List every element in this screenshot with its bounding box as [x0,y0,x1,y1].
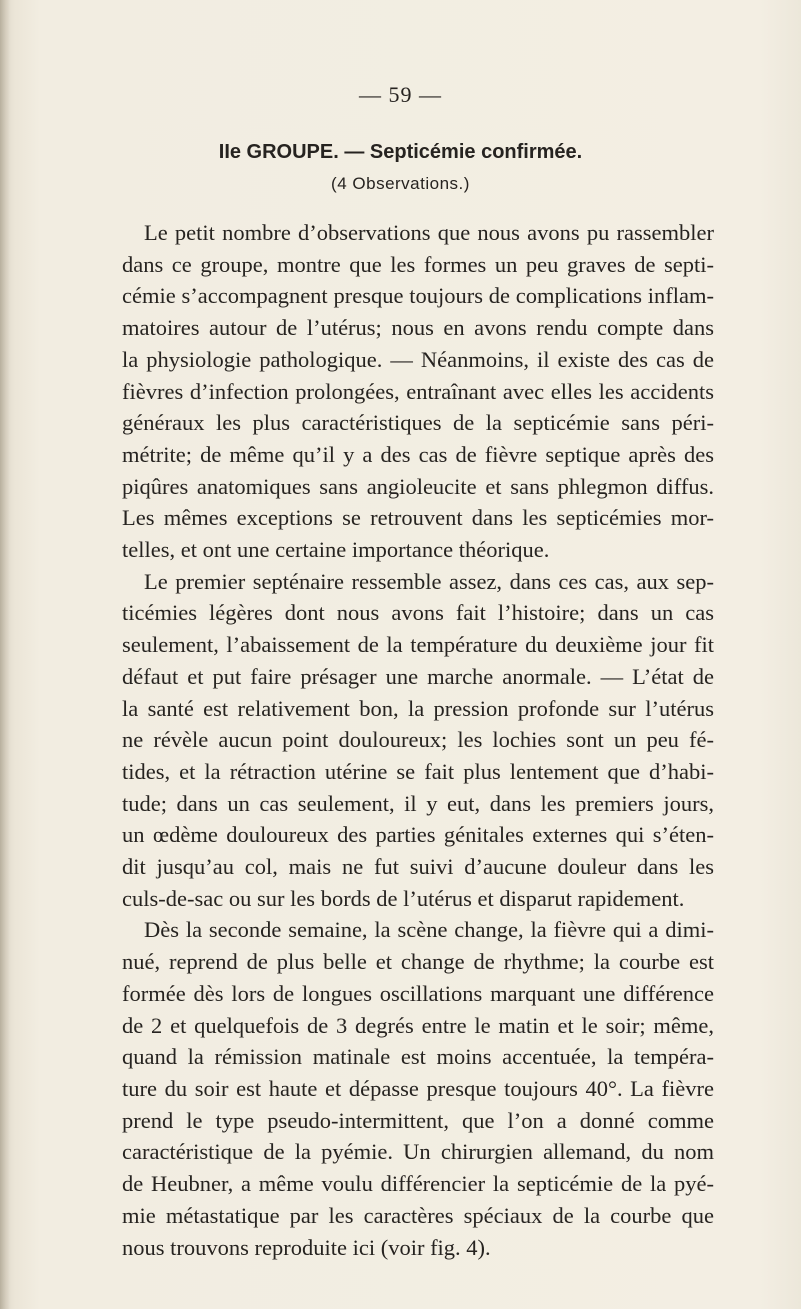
paragraph [122,217,714,566]
text-line: tude; dans un cas seulement, il y eut, dans les premiers jours, [122,790,714,816]
text-line: nué, reprend de plus belle et change de rhythme; la courbe est [122,949,714,975]
text-line: défaut et put faire présager une marche anormale. — L’état de [122,663,714,689]
text-line: formée dès lors de longues oscillations marquant une différence [122,980,714,1006]
text-line: ticémies légères dont nous avons fait l’histoire; dans un cas [122,600,714,626]
text-line: la santé est relativement bon, la pression profonde sur l’utérus [122,695,714,721]
text-line: caractéristique de la pyémie. Un chirurgien allemand, du nom [122,1139,714,1165]
text-line: fièvres d’infection prolongées, entraînant avec elles les accidents [122,378,714,404]
text-line: Les mêmes exceptions se retrouvent dans les septicémies mor- [122,505,714,531]
text-line: Dès la seconde semaine, la scène change, la fièvre qui a dimi- [144,917,714,943]
section-subheading: (4 Observations.) [331,174,470,193]
text-line: de Heubner, a même voulu différencier la septicémie de la pyé- [122,1171,714,1197]
text-line: piqûres anatomiques sans angioleucite et sans phlegmon diffus. [122,473,714,499]
page-number: — 59 — [359,82,442,107]
text-line: seulement, l’abaissement de la température du deuxième jour fit [122,632,714,658]
text-line: nous trouvons reproduite ici (voir fig. 4). [122,1234,491,1260]
page-binding-shadow [0,0,10,1309]
text-line: Le premier septénaire ressemble assez, dans ces cas, aux sep- [144,568,714,594]
text-line: matoires autour de l’utérus; nous en avons rendu compte dans [122,315,714,341]
text-line: la physiologie pathologique. — Néanmoins, il existe des cas de [122,346,714,372]
body-text [122,217,714,1263]
text-line: ne révèle aucun point douloureux; les lochies sont un peu fé- [122,727,714,753]
text-line: quand la rémission matinale est moins accentuée, la tempéra- [122,1044,714,1070]
paragraph [122,566,714,915]
text-line: dit jusqu’au col, mais ne fut suivi d’aucune douleur dans les [122,854,714,880]
text-line: culs-de-sac ou sur les bords de l’utérus et disparut rapidement. [122,885,685,911]
paragraph [122,914,714,1263]
text-line: un œdème douloureux des parties génitales externes qui s’éten- [122,822,714,848]
text-line: mie métastatique par les caractères spéciaux de la courbe que [122,1202,714,1228]
text-line: prend le type pseudo-intermittent, que l’on a donné comme [122,1107,714,1133]
text-line: dans ce groupe, montre que les formes un peu graves de septi- [122,251,714,277]
text-line: cémie s’accompagnent presque toujours de complications inflam- [122,283,714,309]
text-line: métrite; de même qu’il y a des cas de fièvre septique après des [122,441,714,467]
section-heading: IIe GROUPE. — Septicémie confirmée. [218,141,583,163]
text-line: généraux les plus caractéristiques de la septicémie sans péri- [122,410,714,436]
text-line: Le petit nombre d’observations que nous avons pu rassembler [144,220,714,245]
text-line: telles, et ont une certaine importance théorique. [122,537,550,563]
text-line: ture du soir est haute et dépasse presque toujours 40°. La fièvre [122,1075,714,1101]
text-line: de 2 et quelquefois de 3 degrés entre le matin et le soir; même, [122,1012,714,1038]
text-line: tides, et la rétraction utérine se fait plus lentement que d’habi- [122,758,714,784]
